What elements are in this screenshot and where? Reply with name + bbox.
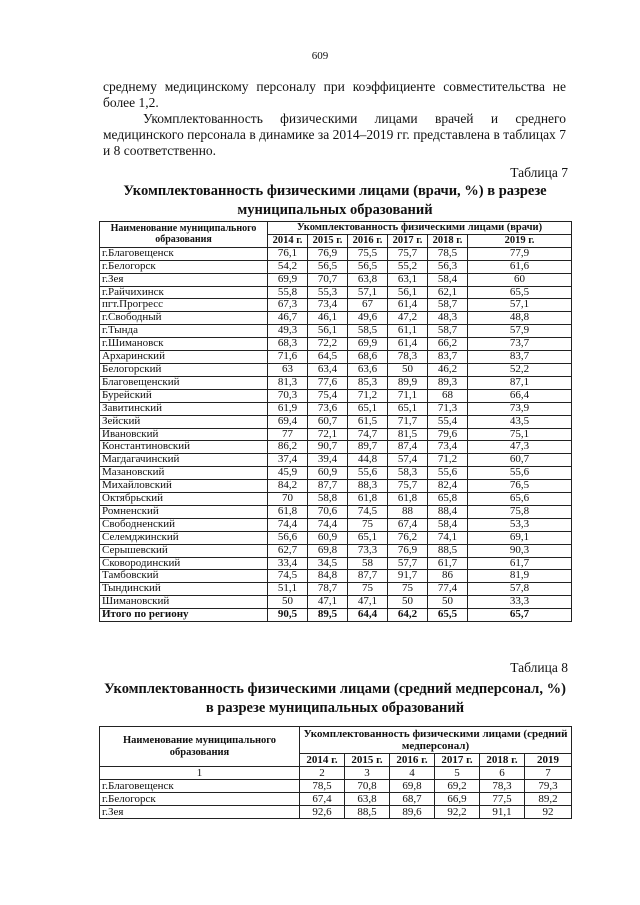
table-row bbox=[100, 557, 572, 570]
table8-year-header: 2015 г. bbox=[345, 754, 390, 767]
municipality-name-cell: Ромненский bbox=[100, 505, 268, 518]
value-cell: 63,8 bbox=[345, 793, 390, 806]
municipality-name-cell: Бурейский bbox=[100, 389, 268, 402]
value-cell: 69,8 bbox=[390, 780, 435, 793]
value-cell: 48,3 bbox=[428, 312, 468, 325]
value-cell: 68,3 bbox=[268, 338, 308, 351]
value-cell: 69,8 bbox=[308, 544, 348, 557]
table-row bbox=[100, 363, 572, 376]
table8-nurses-staffing bbox=[99, 726, 572, 819]
municipality-name-cell: Благовещенский bbox=[100, 376, 268, 389]
municipality-name-cell: Зейский bbox=[100, 415, 268, 428]
table8-label: Таблица 8 bbox=[510, 660, 568, 675]
value-cell: 65,7 bbox=[468, 609, 572, 622]
value-cell: 50 bbox=[388, 363, 428, 376]
value-cell: 76,2 bbox=[388, 531, 428, 544]
value-cell: 78,3 bbox=[388, 351, 428, 364]
value-cell: 86,2 bbox=[268, 441, 308, 454]
value-cell: 88,4 bbox=[428, 505, 468, 518]
value-cell: 92,2 bbox=[435, 806, 480, 819]
value-cell: 61,8 bbox=[388, 493, 428, 506]
municipality-name-cell: г.Райчихинск bbox=[100, 286, 268, 299]
value-cell: 75,1 bbox=[468, 428, 572, 441]
table7-year-header: 2016 г. bbox=[348, 234, 388, 247]
table-row bbox=[100, 415, 572, 428]
value-cell: 79,6 bbox=[428, 428, 468, 441]
value-cell: 74,5 bbox=[348, 505, 388, 518]
value-cell: 61,6 bbox=[468, 260, 572, 273]
value-cell: 70 bbox=[268, 493, 308, 506]
value-cell: 87,7 bbox=[348, 570, 388, 583]
table-row bbox=[100, 338, 572, 351]
index-cell: 6 bbox=[480, 767, 525, 780]
value-cell: 71,2 bbox=[428, 454, 468, 467]
table-row bbox=[100, 518, 572, 531]
municipality-name-cell: Серышевский bbox=[100, 544, 268, 557]
table7-doctors-staffing bbox=[99, 221, 572, 622]
value-cell: 71,3 bbox=[428, 402, 468, 415]
table8-title: Укомплектованность физическими лицами (средний медперсонал, %) в разрезе муниципальных образований bbox=[104, 681, 566, 716]
municipality-name-cell: Итого по региону bbox=[100, 609, 268, 622]
value-cell: 69,1 bbox=[468, 531, 572, 544]
index-cell: 1 bbox=[100, 767, 300, 780]
value-cell: 58,7 bbox=[428, 325, 468, 338]
value-cell: 74,5 bbox=[268, 570, 308, 583]
municipality-name-cell: Тамбовский bbox=[100, 570, 268, 583]
value-cell: 56,5 bbox=[308, 260, 348, 273]
value-cell: 75,4 bbox=[308, 389, 348, 402]
value-cell: 50 bbox=[388, 596, 428, 609]
value-cell: 55,3 bbox=[308, 286, 348, 299]
value-cell: 65,6 bbox=[468, 493, 572, 506]
municipality-name-cell: Селемджинский bbox=[100, 531, 268, 544]
value-cell: 82,4 bbox=[428, 480, 468, 493]
table-row bbox=[100, 505, 572, 518]
municipality-name-cell: г.Белогорск bbox=[100, 260, 268, 273]
value-cell: 55,6 bbox=[468, 467, 572, 480]
value-cell: 64,2 bbox=[388, 609, 428, 622]
table8-group-header: Укомплектованность физическими лицами (средний медперсонал) bbox=[300, 727, 572, 754]
value-cell: 60,9 bbox=[308, 467, 348, 480]
value-cell: 61,7 bbox=[428, 557, 468, 570]
index-cell: 7 bbox=[525, 767, 572, 780]
municipality-name-cell: Белогорский bbox=[100, 363, 268, 376]
value-cell: 83,7 bbox=[428, 351, 468, 364]
value-cell: 44,8 bbox=[348, 454, 388, 467]
value-cell: 64,5 bbox=[308, 351, 348, 364]
municipality-name-cell: г.Зея bbox=[100, 806, 300, 819]
value-cell: 56,5 bbox=[348, 260, 388, 273]
value-cell: 56,1 bbox=[308, 325, 348, 338]
municipality-name-cell: Свободненский bbox=[100, 518, 268, 531]
value-cell: 87,4 bbox=[388, 441, 428, 454]
municipality-name-cell: г.Свободный bbox=[100, 312, 268, 325]
value-cell: 49,3 bbox=[268, 325, 308, 338]
value-cell: 49,6 bbox=[348, 312, 388, 325]
value-cell: 57,8 bbox=[468, 583, 572, 596]
municipality-name-cell: Тындинский bbox=[100, 583, 268, 596]
value-cell: 75 bbox=[388, 583, 428, 596]
value-cell: 87,1 bbox=[468, 376, 572, 389]
value-cell: 81,9 bbox=[468, 570, 572, 583]
table8-year-header: 2017 г. bbox=[435, 754, 480, 767]
value-cell: 54,2 bbox=[268, 260, 308, 273]
value-cell: 46,2 bbox=[428, 363, 468, 376]
value-cell: 88,5 bbox=[428, 544, 468, 557]
value-cell: 50 bbox=[428, 596, 468, 609]
value-cell: 57,7 bbox=[388, 557, 428, 570]
value-cell: 91,7 bbox=[388, 570, 428, 583]
paragraph-intro: среднему медицинскому персоналу при коэффициенте совместительства не более 1,2. bbox=[103, 79, 566, 110]
table8-name-header: Наименование муниципального образования bbox=[100, 727, 300, 767]
value-cell: 75,7 bbox=[388, 480, 428, 493]
table-row bbox=[100, 596, 572, 609]
value-cell: 75,8 bbox=[468, 505, 572, 518]
table-row bbox=[100, 454, 572, 467]
value-cell: 71,6 bbox=[268, 351, 308, 364]
table-row bbox=[100, 402, 572, 415]
value-cell: 61,9 bbox=[268, 402, 308, 415]
table-row bbox=[100, 531, 572, 544]
table-row bbox=[100, 376, 572, 389]
value-cell: 74,7 bbox=[348, 428, 388, 441]
municipality-name-cell: г.Благовещенск bbox=[100, 780, 300, 793]
table-row bbox=[100, 441, 572, 454]
value-cell: 72,2 bbox=[308, 338, 348, 351]
table7-title: Укомплектованность физическими лицами (врачи, %) в разрезе муниципальных образований bbox=[123, 183, 547, 218]
value-cell: 61,4 bbox=[388, 338, 428, 351]
value-cell: 65,1 bbox=[388, 402, 428, 415]
value-cell: 79,3 bbox=[525, 780, 572, 793]
value-cell: 45,9 bbox=[268, 467, 308, 480]
value-cell: 77 bbox=[268, 428, 308, 441]
municipality-name-cell: Магдагачинский bbox=[100, 454, 268, 467]
value-cell: 90,7 bbox=[308, 441, 348, 454]
value-cell: 89,9 bbox=[388, 376, 428, 389]
value-cell: 69,9 bbox=[348, 338, 388, 351]
value-cell: 76,9 bbox=[388, 544, 428, 557]
value-cell: 43,5 bbox=[468, 415, 572, 428]
value-cell: 90,3 bbox=[468, 544, 572, 557]
index-cell: 5 bbox=[435, 767, 480, 780]
value-cell: 63,8 bbox=[348, 273, 388, 286]
value-cell: 67,4 bbox=[388, 518, 428, 531]
value-cell: 48,8 bbox=[468, 312, 572, 325]
value-cell: 84,8 bbox=[308, 570, 348, 583]
value-cell: 73,4 bbox=[308, 299, 348, 312]
municipality-name-cell: г.Шимановск bbox=[100, 338, 268, 351]
value-cell: 91,1 bbox=[480, 806, 525, 819]
value-cell: 70,8 bbox=[345, 780, 390, 793]
value-cell: 92 bbox=[525, 806, 572, 819]
value-cell: 81,5 bbox=[388, 428, 428, 441]
value-cell: 77,6 bbox=[308, 376, 348, 389]
table-row bbox=[100, 544, 572, 557]
index-cell: 3 bbox=[345, 767, 390, 780]
value-cell: 88,3 bbox=[348, 480, 388, 493]
table-row bbox=[100, 312, 572, 325]
municipality-name-cell: Завитинский bbox=[100, 402, 268, 415]
value-cell: 92,6 bbox=[300, 806, 345, 819]
value-cell: 87,7 bbox=[308, 480, 348, 493]
value-cell: 67 bbox=[348, 299, 388, 312]
value-cell: 69,9 bbox=[268, 273, 308, 286]
table7-year-header: 2015 г. bbox=[308, 234, 348, 247]
table7-year-header: 2019 г. bbox=[468, 234, 572, 247]
value-cell: 76,1 bbox=[268, 247, 308, 260]
value-cell: 61,1 bbox=[388, 325, 428, 338]
value-cell: 57,1 bbox=[468, 299, 572, 312]
value-cell: 58,8 bbox=[308, 493, 348, 506]
value-cell: 61,5 bbox=[348, 415, 388, 428]
value-cell: 89,2 bbox=[525, 793, 572, 806]
value-cell: 68,6 bbox=[348, 351, 388, 364]
value-cell: 74,4 bbox=[308, 518, 348, 531]
page-number: 609 bbox=[311, 50, 329, 62]
value-cell: 85,3 bbox=[348, 376, 388, 389]
municipality-name-cell: пгт.Прогресс bbox=[100, 299, 268, 312]
value-cell: 52,2 bbox=[468, 363, 572, 376]
value-cell: 71,2 bbox=[348, 389, 388, 402]
value-cell: 55,2 bbox=[388, 260, 428, 273]
table7-name-header: Наименование муниципального образования bbox=[100, 222, 268, 248]
value-cell: 74,4 bbox=[268, 518, 308, 531]
value-cell: 75 bbox=[348, 583, 388, 596]
value-cell: 76,5 bbox=[468, 480, 572, 493]
value-cell: 70,3 bbox=[268, 389, 308, 402]
table-row bbox=[100, 480, 572, 493]
table8-year-header: 2016 г. bbox=[390, 754, 435, 767]
value-cell: 75 bbox=[348, 518, 388, 531]
value-cell: 81,3 bbox=[268, 376, 308, 389]
paragraph-tables-reference: Укомплектованность физическими лицами врачей и среднего медицинского персонала в динамике за 2014–2019 гг. представлена в таблицах 7 и 8 соответственно. bbox=[103, 111, 566, 158]
value-cell: 78,5 bbox=[300, 780, 345, 793]
table-row bbox=[100, 467, 572, 480]
table8-year-header: 2014 г. bbox=[300, 754, 345, 767]
value-cell: 58,4 bbox=[428, 518, 468, 531]
value-cell: 56,6 bbox=[268, 531, 308, 544]
value-cell: 55,6 bbox=[348, 467, 388, 480]
municipality-name-cell: Михайловский bbox=[100, 480, 268, 493]
table7-group-header: Укомплектованность физическими лицами (врачи) bbox=[268, 222, 572, 235]
table-row bbox=[100, 299, 572, 312]
value-cell: 78,7 bbox=[308, 583, 348, 596]
table-row bbox=[100, 389, 572, 402]
value-cell: 61,8 bbox=[268, 505, 308, 518]
value-cell: 60 bbox=[468, 273, 572, 286]
value-cell: 33,3 bbox=[468, 596, 572, 609]
value-cell: 34,5 bbox=[308, 557, 348, 570]
table-row bbox=[100, 780, 572, 793]
value-cell: 56,1 bbox=[388, 286, 428, 299]
value-cell: 73,7 bbox=[468, 338, 572, 351]
value-cell: 47,1 bbox=[348, 596, 388, 609]
municipality-name-cell: г.Зея bbox=[100, 273, 268, 286]
value-cell: 86 bbox=[428, 570, 468, 583]
table-row bbox=[100, 583, 572, 596]
table7-year-header: 2018 г. bbox=[428, 234, 468, 247]
value-cell: 61,4 bbox=[388, 299, 428, 312]
value-cell: 73,3 bbox=[348, 544, 388, 557]
value-cell: 33,4 bbox=[268, 557, 308, 570]
value-cell: 69,4 bbox=[268, 415, 308, 428]
value-cell: 58,7 bbox=[428, 299, 468, 312]
value-cell: 55,8 bbox=[268, 286, 308, 299]
value-cell: 60,7 bbox=[468, 454, 572, 467]
value-cell: 58,4 bbox=[428, 273, 468, 286]
table-row bbox=[100, 806, 572, 819]
value-cell: 71,7 bbox=[388, 415, 428, 428]
index-cell: 2 bbox=[300, 767, 345, 780]
value-cell: 47,2 bbox=[388, 312, 428, 325]
table-row bbox=[100, 570, 572, 583]
value-cell: 77,5 bbox=[480, 793, 525, 806]
value-cell: 65,5 bbox=[468, 286, 572, 299]
table7-year-header: 2017 г. bbox=[388, 234, 428, 247]
value-cell: 88 bbox=[388, 505, 428, 518]
value-cell: 46,7 bbox=[268, 312, 308, 325]
value-cell: 65,1 bbox=[348, 402, 388, 415]
value-cell: 55,4 bbox=[428, 415, 468, 428]
value-cell: 90,5 bbox=[268, 609, 308, 622]
value-cell: 73,6 bbox=[308, 402, 348, 415]
value-cell: 78,3 bbox=[480, 780, 525, 793]
municipality-name-cell: Октябрьский bbox=[100, 493, 268, 506]
value-cell: 63,6 bbox=[348, 363, 388, 376]
value-cell: 78,5 bbox=[428, 247, 468, 260]
value-cell: 61,7 bbox=[468, 557, 572, 570]
value-cell: 63,1 bbox=[388, 273, 428, 286]
value-cell: 73,4 bbox=[428, 441, 468, 454]
value-cell: 57,4 bbox=[388, 454, 428, 467]
table-row bbox=[100, 428, 572, 441]
value-cell: 46,1 bbox=[308, 312, 348, 325]
value-cell: 66,9 bbox=[435, 793, 480, 806]
value-cell: 89,5 bbox=[308, 609, 348, 622]
value-cell: 61,8 bbox=[348, 493, 388, 506]
municipality-name-cell: Шимановский bbox=[100, 596, 268, 609]
value-cell: 70,7 bbox=[308, 273, 348, 286]
value-cell: 37,4 bbox=[268, 454, 308, 467]
value-cell: 39,4 bbox=[308, 454, 348, 467]
value-cell: 53,3 bbox=[468, 518, 572, 531]
value-cell: 66,2 bbox=[428, 338, 468, 351]
value-cell: 62,7 bbox=[268, 544, 308, 557]
table-row bbox=[100, 247, 572, 260]
municipality-name-cell: Архаринский bbox=[100, 351, 268, 364]
value-cell: 66,4 bbox=[468, 389, 572, 402]
value-cell: 77,9 bbox=[468, 247, 572, 260]
value-cell: 89,7 bbox=[348, 441, 388, 454]
value-cell: 75,5 bbox=[348, 247, 388, 260]
table7-year-header: 2014 г. bbox=[268, 234, 308, 247]
value-cell: 71,1 bbox=[388, 389, 428, 402]
municipality-name-cell: г.Благовещенск bbox=[100, 247, 268, 260]
municipality-name-cell: Ивановский bbox=[100, 428, 268, 441]
value-cell: 68,7 bbox=[390, 793, 435, 806]
value-cell: 75,7 bbox=[388, 247, 428, 260]
value-cell: 88,5 bbox=[345, 806, 390, 819]
table-row bbox=[100, 260, 572, 273]
value-cell: 83,7 bbox=[468, 351, 572, 364]
table-row bbox=[100, 493, 572, 506]
value-cell: 47,1 bbox=[308, 596, 348, 609]
value-cell: 62,1 bbox=[428, 286, 468, 299]
table-row bbox=[100, 273, 572, 286]
value-cell: 55,6 bbox=[428, 467, 468, 480]
value-cell: 58,3 bbox=[388, 467, 428, 480]
municipality-name-cell: Мазановский bbox=[100, 467, 268, 480]
municipality-name-cell: Сковородинский bbox=[100, 557, 268, 570]
value-cell: 84,2 bbox=[268, 480, 308, 493]
value-cell: 65,5 bbox=[428, 609, 468, 622]
value-cell: 73,9 bbox=[468, 402, 572, 415]
value-cell: 89,3 bbox=[428, 376, 468, 389]
value-cell: 50 bbox=[268, 596, 308, 609]
municipality-name-cell: Константиновский bbox=[100, 441, 268, 454]
value-cell: 51,1 bbox=[268, 583, 308, 596]
value-cell: 69,2 bbox=[435, 780, 480, 793]
value-cell: 58,5 bbox=[348, 325, 388, 338]
table-row bbox=[100, 793, 572, 806]
municipality-name-cell: г.Тында bbox=[100, 325, 268, 338]
value-cell: 64,4 bbox=[348, 609, 388, 622]
table8-year-header: 2019 bbox=[525, 754, 572, 767]
table-row bbox=[100, 325, 572, 338]
value-cell: 89,6 bbox=[390, 806, 435, 819]
value-cell: 76,9 bbox=[308, 247, 348, 260]
value-cell: 63,4 bbox=[308, 363, 348, 376]
value-cell: 70,6 bbox=[308, 505, 348, 518]
table8-index-row bbox=[100, 767, 572, 780]
value-cell: 47,3 bbox=[468, 441, 572, 454]
value-cell: 57,1 bbox=[348, 286, 388, 299]
value-cell: 68 bbox=[428, 389, 468, 402]
value-cell: 63 bbox=[268, 363, 308, 376]
value-cell: 67,3 bbox=[268, 299, 308, 312]
value-cell: 72,1 bbox=[308, 428, 348, 441]
value-cell: 65,1 bbox=[348, 531, 388, 544]
value-cell: 65,8 bbox=[428, 493, 468, 506]
table8-year-header: 2018 г. bbox=[480, 754, 525, 767]
index-cell: 4 bbox=[390, 767, 435, 780]
value-cell: 56,3 bbox=[428, 260, 468, 273]
value-cell: 58 bbox=[348, 557, 388, 570]
value-cell: 74,1 bbox=[428, 531, 468, 544]
municipality-name-cell: г.Белогорск bbox=[100, 793, 300, 806]
value-cell: 57,9 bbox=[468, 325, 572, 338]
value-cell: 60,9 bbox=[308, 531, 348, 544]
table-row bbox=[100, 286, 572, 299]
table-total-row bbox=[100, 609, 572, 622]
value-cell: 67,4 bbox=[300, 793, 345, 806]
table-row bbox=[100, 351, 572, 364]
table7-label: Таблица 7 bbox=[510, 165, 568, 180]
value-cell: 77,4 bbox=[428, 583, 468, 596]
value-cell: 60,7 bbox=[308, 415, 348, 428]
